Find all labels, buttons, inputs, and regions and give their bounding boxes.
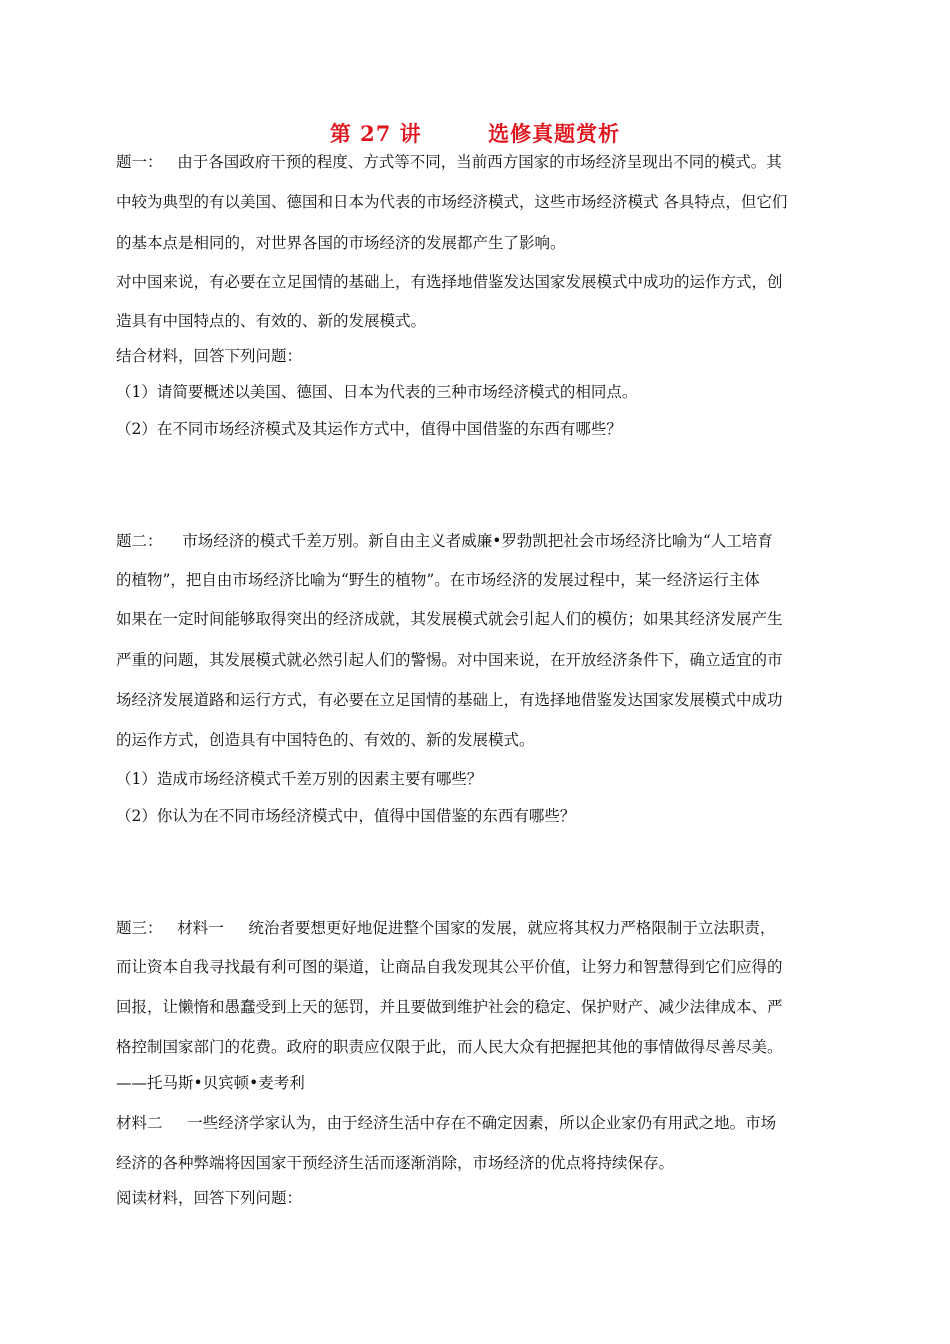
q3-paragraph-line: 材料二 一些经济学家认为，由于经济生活中存在不确定因素，所以企业家仍有用武之地。市场: [116, 1114, 777, 1132]
q1-subquestion-1: （1）请简要概述以美国、德国、日本为代表的三种市场经济模式的相同点。: [116, 383, 638, 401]
q3-paragraph-line: 格控制国家部门的花费。政府的职责应仅限于此，而人民大众有把握把其他的事情做得尽善尽美。: [116, 1038, 783, 1056]
q2-paragraph-line: 的植物”，把自由市场经济比喻为“野生的植物”。在市场经济的发展过程中，某一经济运行主体: [116, 571, 760, 589]
q1-paragraph-line: 题一： 由于各国政府干预的程度、方式等不同，当前西方国家的市场经济呈现出不同的模式。其: [116, 153, 782, 171]
q3-paragraph-line: 经济的各种弊端将因国家干预经济生活而逐渐消除，市场经济的优点将持续保存。: [116, 1154, 675, 1172]
q2-paragraph-line: 题二： 市场经济的模式千差万别。新自由主义者威廉•罗勃凯把社会市场经济比喻为“人工培育: [116, 532, 773, 550]
q1-paragraph-line: 对中国来说，有必要在立足国情的基础上，有选择地借鉴发达国家发展模式中成功的运作方式，创: [116, 273, 783, 291]
q3-paragraph-line: 而让资本自我寻找最有利可图的渠道，让商品自我发现其公平价值，让努力和智慧得到它们应得的: [116, 958, 783, 976]
q2-subquestion-1: （1）造成市场经济模式千差万别的因素主要有哪些？: [116, 770, 483, 788]
page-title: 第 27 讲 选修真题赏析: [329, 121, 621, 146]
q3-paragraph-line: 题三： 材料一 统治者要想更好地促进整个国家的发展，就应将其权力严格限制于立法职责，: [116, 919, 776, 937]
q3-paragraph-line: 回报，让懒惰和愚蠢受到上天的惩罚，并且要做到维护社会的稳定、保护财产、减少法律成本、严: [116, 998, 783, 1016]
q2-paragraph-line: 场经济发展道路和运行方式，有必要在立足国情的基础上，有选择地借鉴发达国家发展模式中成功: [116, 691, 783, 709]
q3-attribution: ——托马斯•贝宾顿•麦考利: [116, 1074, 305, 1092]
q2-paragraph-line: 严重的问题，其发展模式就必然引起人们的警惕。对中国来说，在开放经济条件下，确立适宜的市: [116, 651, 783, 669]
q1-paragraph-line: 的基本点是相同的，对世界各国的市场经济的发展都产生了影响。: [116, 234, 566, 252]
q2-subquestion-2: （2）你认为在不同市场经济模式中，值得中国借鉴的东西有哪些？: [116, 807, 576, 825]
q2-paragraph-line: 如果在一定时间能够取得突出的经济成就，其发展模式就会引起人们的模仿；如果其经济发展产生: [116, 610, 783, 628]
q2-paragraph-line: 的运作方式，创造具有中国特色的、有效的、新的发展模式。: [116, 731, 535, 749]
q1-instruction: 结合材料，回答下列问题：: [116, 347, 303, 365]
q1-paragraph-line: 造具有中国特点的、有效的、新的发展模式。: [116, 312, 427, 330]
q1-paragraph-line: 中较为典型的有以美国、德国和日本为代表的市场经济模式，这些市场经济模式 各具特点，但它们: [116, 193, 788, 211]
q1-subquestion-2: （2）在不同市场经济模式及其运作方式中，值得中国借鉴的东西有哪些？: [116, 420, 622, 438]
q3-instruction: 阅读材料，回答下列问题：: [116, 1189, 303, 1207]
